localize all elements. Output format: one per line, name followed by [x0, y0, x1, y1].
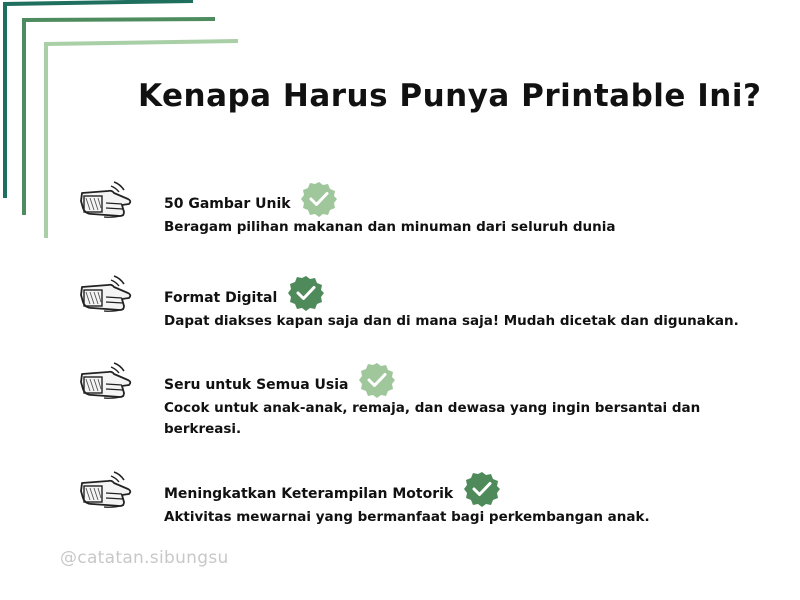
item-heading: Seru untuk Semua Usia	[164, 377, 349, 393]
pointing-hand-icon	[78, 469, 136, 509]
pointing-hand-icon	[78, 273, 136, 313]
item-heading: Meningkatkan Keterampilan Motorik	[164, 486, 454, 502]
list-item	[78, 455, 778, 535]
item-heading: Format Digital	[164, 290, 278, 306]
check-badge-icon	[301, 181, 337, 217]
item-heading: 50 Gambar Unik	[164, 196, 291, 212]
item-description: Beragam pilihan makanan dan minuman dari seluruh dunia	[164, 219, 616, 235]
pointing-hand-icon	[78, 360, 136, 400]
item-description: Dapat diakses kapan saja dan di mana saja! Mudah dicetak dan digunakan.	[164, 313, 739, 329]
list-item	[78, 259, 778, 339]
check-badge-icon	[359, 362, 395, 398]
list-item	[78, 165, 778, 245]
watermark: @catatan.sibungsu	[60, 548, 229, 568]
pointing-hand-icon	[78, 179, 136, 219]
page-title: Kenapa Harus Punya Printable Ini?	[138, 78, 762, 114]
list-item	[78, 346, 778, 437]
item-description: Aktivitas mewarnai yang bermanfaat bagi perkembangan anak.	[164, 509, 650, 525]
check-badge-icon	[464, 471, 500, 507]
check-badge-icon	[288, 275, 324, 311]
item-description: Cocok untuk anak-anak, remaja, dan dewasa yang ingin bersantai dan berkreasi.	[164, 400, 701, 437]
